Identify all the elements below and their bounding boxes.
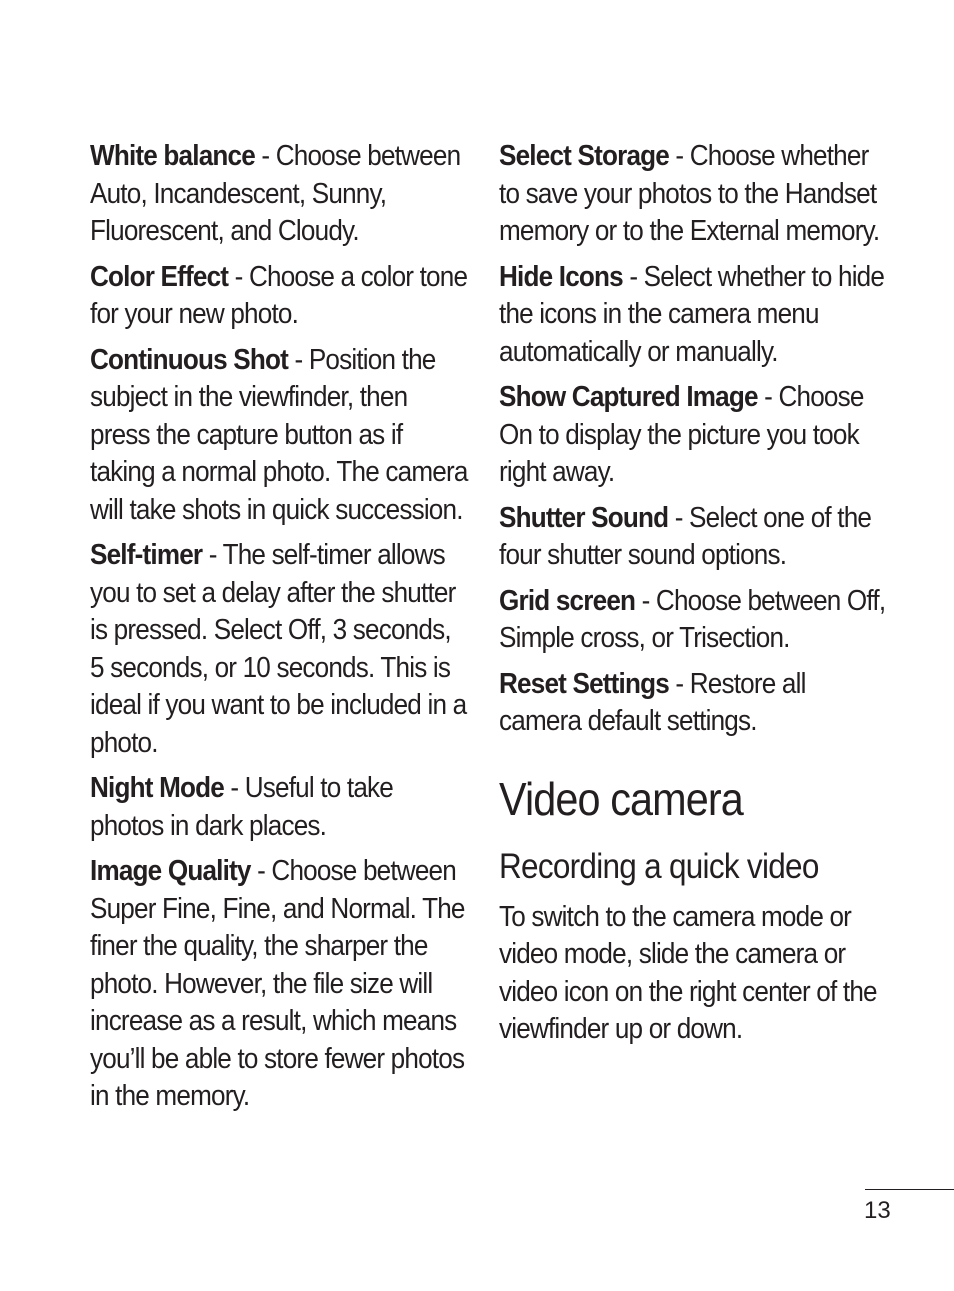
setting-term: Grid screen: [499, 584, 636, 617]
setting-description: - Select whether to hide the icons in the camera menu automatically or manually.: [499, 260, 885, 368]
setting-term: Continuous Shot: [90, 343, 289, 376]
setting-entry-color-effect: [90, 259, 470, 334]
setting-description: - Restore all camera default settings.: [499, 667, 806, 737]
setting-entry-select-storage: [499, 138, 889, 251]
section-title: Video camera: [499, 772, 743, 825]
setting-entry-shutter-sound: [499, 500, 889, 575]
setting-entry-continuous-shot: [90, 342, 470, 530]
setting-term: Shutter Sound: [499, 501, 669, 534]
section-subtitle: Recording a quick video: [499, 846, 819, 886]
section-body: To switch to the camera mode or video mode, slide the camera or video icon on the right center of the viewfinder up or down.: [499, 900, 877, 1045]
setting-term: White balance: [90, 140, 255, 172]
setting-term: Select Storage: [499, 140, 669, 172]
setting-term: Image Quality: [90, 855, 251, 887]
setting-entry-reset-settings: [499, 666, 889, 741]
setting-term: Night Mode: [90, 772, 224, 804]
page-number-rule: [865, 1189, 954, 1190]
setting-term: Hide Icons: [499, 260, 623, 293]
setting-description: - Choose On to display the picture you took right away.: [499, 381, 864, 488]
left-column: [90, 138, 470, 1124]
setting-description: - Choose between Auto, Incandescent, Sunny, Fluorescent, and Cloudy.: [90, 140, 461, 247]
setting-description: - Choose whether to save your photos to the Handset memory or to the External memory.: [499, 140, 880, 247]
setting-description: - Choose a color tone for your new photo.: [90, 260, 468, 330]
setting-description: - Position the subject in the viewfinder, then press the capture button as if taking a normal photo. The camera will take shots in quick succession.: [90, 343, 468, 526]
setting-term: Color Effect: [90, 260, 229, 293]
setting-entry-white-balance: [90, 138, 470, 251]
setting-description: - Select one of the four shutter sound options.: [499, 501, 872, 571]
setting-term: Reset Settings: [499, 667, 669, 700]
setting-term: Show Captured Image: [499, 381, 758, 413]
setting-entry-image-quality: [90, 853, 470, 1116]
setting-entry-grid-screen: [499, 583, 889, 658]
setting-entry-hide-icons: [499, 259, 889, 372]
setting-description: - Useful to take photos in dark places.: [90, 772, 393, 842]
setting-entry-show-captured-image: [499, 379, 889, 492]
setting-entry-night-mode: [90, 770, 470, 845]
setting-description: - Choose between Super Fine, Fine, and Normal. The finer the quality, the sharper the photo. However, the file size will increase as a result, which means you’ll be able to store fewer photos in the memory.: [90, 855, 465, 1112]
page-number: 13: [864, 1197, 891, 1224]
setting-term: Self-timer: [90, 539, 203, 571]
setting-description: - Choose between Off, Simple cross, or Trisection.: [499, 584, 886, 654]
right-column: [499, 138, 889, 1049]
setting-entry-self-timer: [90, 537, 470, 762]
setting-description: - The self-timer allows you to set a delay after the shutter is pressed. Select Off, 3 seconds, 5 seconds, or 10 seconds. This is ideal if you want to be included in a photo.: [90, 539, 467, 759]
